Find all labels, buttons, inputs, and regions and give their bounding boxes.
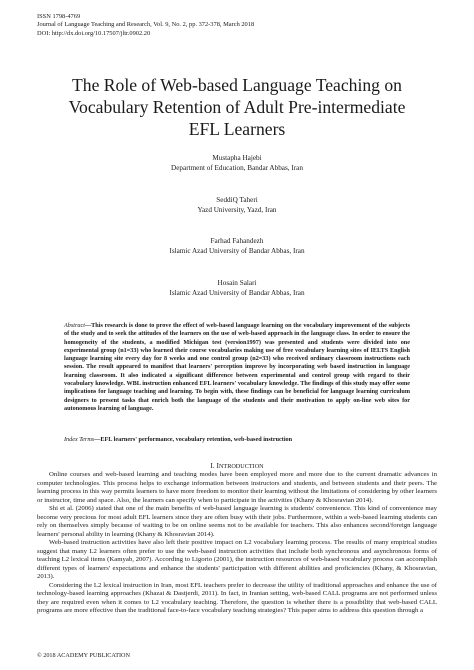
- journal-header: [37, 13, 254, 38]
- body-paragraph: Web-based instruction activities have also left their positive impact on L2 vocabulary learning process. The results of many empirical studies suggest that many L2 learners often prefer to use the web-based instruction activities that include both synchronous and asynchronous forms of teaching L2 lexical items (Kamyab, 2007). According to Ligorio (2001), the instruction resources of web-based vocabulary process can accomplish different types of learners' expectations and enhance the students' participation with different abilities and proficiencies (Khany, & Khosravian, 2013).: [37, 539, 437, 581]
- author-affiliation: Yazd University, Yazd, Iran: [197, 205, 277, 214]
- author-name: Mustapha Hajebi: [212, 154, 262, 162]
- author-block: [60, 153, 414, 195]
- issn-line: ISSN 1798-4769: [37, 13, 81, 20]
- abstract-text: —This research is done to prove the effect of web-based language learning on the vocabulary improvement of the subjects of the study and to seek the attitudes of the learners on the use of web-based approach in the language class. In order to ensure the homogeneity of the students, a modified Michigan test (version1997) was presented and students were divided into one experimental group (n1=33) who learned their course vocabularies making use of free vocabulary learning sites of IELTS English language learning site every day for 8 weeks and one control group (n2=33) who received ordinary classroom instructions each session. The result appeared to manifest that learners' perception improve by incorporating web based instruction in language learning classroom. It also indicated a significant difference between experimental and control group with regard to their vocabulary knowledge. WBL instruction enhanced EFL learners' vocabulary knowledge. The findings of this study may offer some implications for language teaching and learning. To begin with, these findings can be beneficial for language learning curriculum designers to present tasks that enrich both the language of the students and their motivation to apply on-line web sites for autonomous learning of language.: [64, 322, 410, 412]
- title-line-1: The Role of Web-based Language Teaching on: [72, 75, 402, 95]
- abstract-label: Abstract: [64, 322, 85, 329]
- title-line-2: Vocabulary Retention of Adult Pre-intermediate: [68, 97, 406, 117]
- body-paragraph: Online courses and web-based learning and teaching modes have been employed more and more due to the current dramatic advances in computer technologies. This process helps to exchange information between instructors and students, and between students and their peers. The learning process in this way permits learners to have more freedom to monitor their learning without the limitations of considering by other learners or instructor, time and space. Also, the learners can specify when to participate in the activities (Khany & Khosravian 2014).: [37, 471, 437, 504]
- author-name: SeddiQ Taheri: [216, 195, 258, 204]
- author-block: [60, 236, 414, 278]
- author-list: [60, 153, 414, 319]
- section-heading-introduction: [0, 461, 474, 470]
- section-heading-title: NTRODUCTION: [218, 463, 264, 470]
- body-paragraph: Shi et al. (2006) stated that one of the main benefits of web-based language learning is students' convenience. This kind of convenience may become very precious for most adult EFL learners since they are often busy with their jobs. Furthermore, within a web-based learning students can rely on themselves simply because of waiting to be on online seems not to be available for teachers. This also enhances second/foreign language learners' personal ability in learning (Khany & Khosravian 2014).: [37, 505, 437, 538]
- index-terms: [64, 436, 410, 444]
- title-line-3: EFL Learners: [188, 119, 286, 139]
- author-name: Farhad Fahandezh: [210, 237, 264, 245]
- body-text: [37, 471, 437, 616]
- author-name: Hosain Salari: [217, 278, 257, 287]
- section-heading-numeral: I. I: [210, 461, 219, 470]
- index-terms-text: —EFL learners' performance, vocabulary retention, web-based instruction: [94, 436, 293, 443]
- author-affiliation: Islamic Azad University of Bandar Abbas, Iran: [169, 247, 305, 255]
- doi-line: DOI: http://dx.doi.org/10.17507/jltr.0902.20: [37, 29, 151, 37]
- abstract: [64, 322, 410, 413]
- author-affiliation: Department of Education, Bandar Abbas, Iran: [171, 164, 303, 172]
- copyright-footer: © 2018 ACADEMY PUBLICATION: [37, 652, 130, 659]
- paper-title: [50, 74, 424, 140]
- author-block: [60, 195, 414, 237]
- index-terms-label: Index Terms: [64, 436, 95, 443]
- journal-citation-line: Journal of Language Teaching and Research, Vol. 9, No. 2, pp. 372-378, March 2018: [37, 21, 255, 29]
- author-block: [60, 278, 414, 320]
- body-paragraph: Considering the L2 lexical instruction in Iran, most EFL teachers prefer to decrease the utility of traditional approaches and enhance the use of technology-based learning approaches (Khazai & Dastjerdi, 2011). In fact, in Iranian setting, web-based CALL programs are not performed unless they are required even when it comes to L2 vocabulary teaching. Therefore, the question is whether there is a possibility that web-based CALL programs are more effective than the traditional face-to-face vocabulary teaching strategies? This paper aims to address this question through a: [37, 581, 437, 615]
- author-affiliation: Islamic Azad University of Bandar Abbas, Iran: [169, 288, 305, 297]
